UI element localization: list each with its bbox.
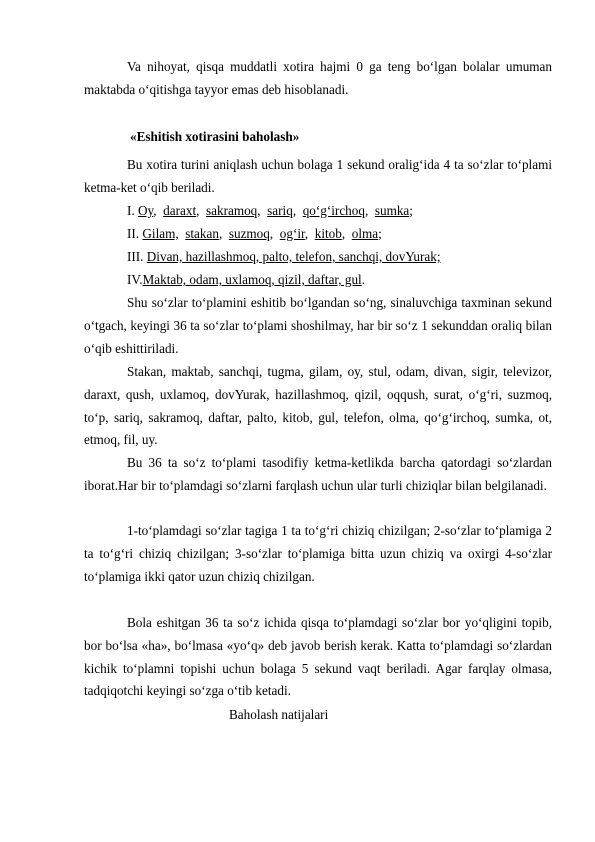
list-word: og‘ir bbox=[279, 226, 305, 241]
list-words: Divan, hazillashmoq, palto, telefon, sanchqi, dovYurak; bbox=[146, 249, 441, 264]
results-heading: Baholash natijalari bbox=[229, 707, 329, 722]
section-title: «Eshitish xotirasini baholash» bbox=[130, 129, 300, 144]
paragraph-set-description: Bu 36 ta so‘z to‘plami tasodifiy ketma-ketlikda barcha qatordagi so‘zlardan iborat.Har bir to‘plamdagi so‘zlarni farqlash uchun ular turli chiziqlar bilan belgilanadi. bbox=[84, 455, 552, 493]
list-word: Oy bbox=[138, 203, 154, 218]
list-word: Gilam, bbox=[142, 226, 179, 241]
list-word: daraxt bbox=[163, 203, 197, 218]
paragraph-method: Bu xotira turini aniqlash uchun bolaga 1 sekund oralig‘ida 4 ta so‘zlar to‘plami ketma-ket o‘qib beriladi. bbox=[84, 157, 552, 195]
paragraph-intro: Va nihoyat, qisqa muddatli xotira hajmi 0 ga teng bo‘lgan bolalar umuman maktabda o‘qitishga tayyor emas deb hisoblanadi. bbox=[84, 59, 552, 97]
list-prefix: III. bbox=[127, 249, 147, 264]
list-item-4: IV.Maktab, odam, uxlamoq, qizil, daftar, gul. bbox=[127, 272, 366, 287]
paragraph-answer-rules: Bola eshitgan 36 ta so‘z ichida qisqa to‘plamdagi so‘zlar bor yo‘qligini topib, bor bo‘lsa «ha», bo‘lmasa «yo‘q» deb javob berish kerak. Katta to‘plamdagi so‘zlardan kichik to‘plamni topishi uchun bolaga 5 sekund vaqt beriladi. Agar farqlay olmasa, tadqiqotchi keyingi so‘zga o‘tib ketadi. bbox=[84, 615, 552, 699]
list-prefix: II. bbox=[127, 226, 143, 241]
list-prefix: I. bbox=[127, 203, 138, 218]
list-words: Maktab, odam, uxlamoq, qizil, daftar, gul bbox=[142, 272, 362, 287]
list-item-1: I. Oy, daraxt, sakramoq, sariq, qo‘g‘irchoq, sumka; bbox=[127, 203, 413, 218]
list-word: suzmoq bbox=[228, 226, 270, 241]
list-word: sumka bbox=[374, 203, 410, 218]
list-word: qo‘g‘irchoq bbox=[302, 203, 365, 218]
list-word: sakramoq bbox=[206, 203, 258, 218]
list-word: olma bbox=[351, 226, 379, 241]
paragraph-procedure: Shu so‘zlar to‘plamini eshitib bo‘lgandan so‘ng, sinaluvchiga taxminan sekund o‘tgach, keyingi 36 ta so‘zlar to‘plami shoshilmay, har bir so‘z 1 sekunddan oraliq bilan o‘qib eshittiriladi. bbox=[84, 295, 552, 356]
list-word: stakan bbox=[185, 226, 219, 241]
list-item-3 bbox=[127, 246, 441, 269]
list-prefix: IV. bbox=[127, 272, 143, 287]
list-word: kitob bbox=[314, 226, 342, 241]
list-item-2: II. Gilam, stakan, suzmoq, og‘ir, kitob, olma; bbox=[127, 226, 382, 241]
paragraph-underline-rules: 1-to‘plamdagi so‘zlar tagiga 1 ta to‘g‘ri chiziq chizilgan; 2-so‘zlar to‘plamiga 2 ta to‘g‘ri chiziq chizilgan; 3-so‘zlar to‘plamiga bitta uzun chiziq va oxirgi 4-so‘zlar to‘plamiga ikki qator uzun chiziq chizilgan. bbox=[84, 523, 552, 584]
paragraph-word-list: Stakan, maktab, sanchqi, tugma, gilam, oy, stul, odam, divan, sigir, televizor, daraxt, qush, uxlamoq, dovYurak, hazillashmoq, qizil, oqqush, surat, o‘g‘ri, suzmoq, to‘p, sariq, sakramoq, daftar, palto, kitob, gul, telefon, olma, qo‘g‘irchoq, sumka, ot, etmoq, fil, uy. bbox=[84, 364, 552, 448]
list-word: sariq bbox=[267, 203, 293, 218]
